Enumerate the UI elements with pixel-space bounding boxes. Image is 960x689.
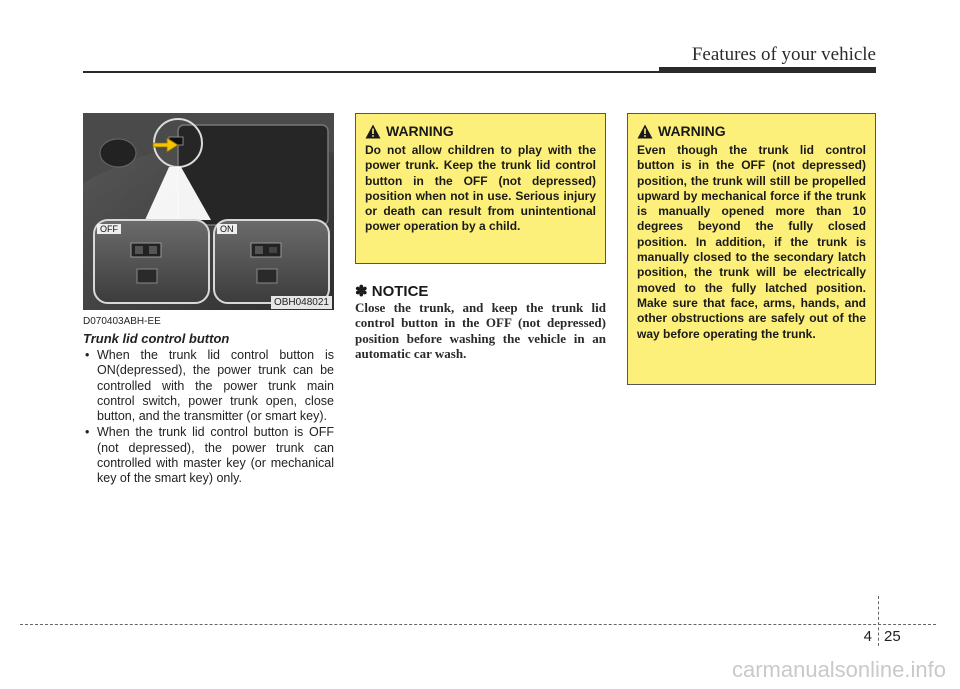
warning-box-children	[355, 113, 606, 264]
warning-title-row	[365, 120, 596, 142]
figure-code: OBH048021	[271, 296, 332, 309]
footer-divider	[878, 596, 879, 646]
section-bullet-list	[83, 348, 334, 488]
warning-title: WARNING	[658, 123, 726, 139]
bullet-item: • When the trunk lid control button is ON(depressed), the power trunk can be controlled with the power trunk main control switch, power trunk open, close button, and the transmitter (or smart key).	[83, 348, 334, 424]
notice-title: ✽ NOTICE	[355, 283, 429, 300]
warning-triangle-icon	[637, 124, 653, 139]
warning-triangle-icon	[365, 124, 381, 139]
notice-body: Close the trunk, and keep the trunk lid control button in the OFF (not depressed) position before washing the vehicle in an automatic car wash.	[355, 300, 606, 361]
page-header-title: Features of your vehicle	[691, 44, 876, 65]
chapter-number: 4	[863, 628, 872, 645]
watermark: carmanualsonline.info	[731, 657, 946, 682]
section-heading: Trunk lid control button	[83, 331, 230, 346]
warning-body: Even though the trunk lid control button is in the OFF (not depressed) position, the trunk will still be propelled upward by mechanical force if the trunk is manually opened more than 10 degrees beyond the fully closed position. In addition, if the trunk is manually closed to the secondary latch position, the trunk will be electrically moved to the fully latched position. Make sure that face, arms, hands, and other obstructions are safely out of the way before operating the trunk.	[637, 143, 866, 341]
section-code: D070403ABH-EE	[83, 316, 161, 327]
warning-title: WARNING	[386, 123, 454, 139]
page-number: 25	[884, 628, 901, 645]
trunk-lid-button-photo	[83, 113, 334, 310]
warning-title-row	[637, 120, 866, 142]
warning-body: Do not allow children to play with the power trunk. Keep the trunk lid control button in the OFF (not depressed) position when not in use. Serious injury or death can result from unintentional power operation by a child.	[365, 143, 596, 234]
warning-box-mechanical-force	[627, 113, 876, 385]
photo-illustration	[83, 113, 334, 310]
on-label: ON	[217, 224, 237, 234]
footer-rule	[20, 624, 936, 625]
header-rule-accent	[659, 67, 876, 73]
header-rule	[83, 71, 659, 73]
bullet-item: • When the trunk lid control button is OFF (not depressed), the power trunk can controlled with master key (or mechanical key of the smart key) only.	[83, 425, 334, 486]
off-label: OFF	[97, 224, 121, 234]
